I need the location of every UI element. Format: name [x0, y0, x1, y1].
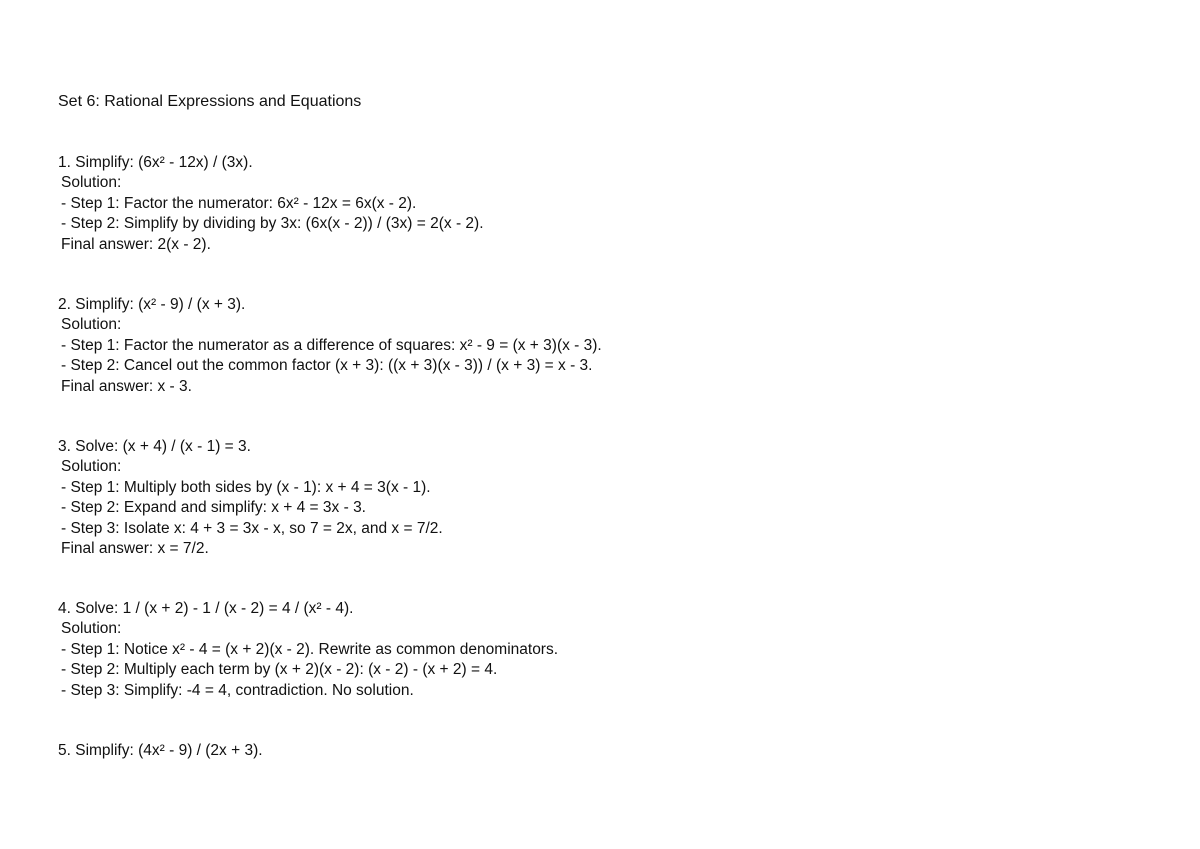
- problem-4: [58, 599, 558, 701]
- problem-4-solution-label: Solution:: [61, 620, 122, 638]
- problem-4-question: 4. Solve: 1 / (x + 2) - 1 / (x - 2) = 4 / (x² - 4).: [58, 600, 354, 617]
- problem-3-question: 3. Solve: (x + 4) / (x - 1) = 3.: [58, 438, 251, 455]
- problem-2: [58, 295, 602, 397]
- problem-1: [58, 153, 484, 255]
- problem-4-step-2: - Step 2: Multiply each term by (x + 2)(x - 2): (x - 2) - (x + 2) = 4.: [61, 661, 498, 679]
- problem-3-final-answer: Final answer: x = 7/2.: [61, 539, 209, 557]
- problem-1-step-2: - Step 2: Simplify by dividing by 3x: (6x(x - 2)) / (3x) = 2(x - 2).: [61, 215, 484, 233]
- problem-2-step-2: - Step 2: Cancel out the common factor (x + 3): ((x + 3)(x - 3)) / (x + 3) = x - 3.: [61, 357, 593, 375]
- problem-1-question: 1. Simplify: (6x² - 12x) / (3x).: [58, 154, 253, 171]
- problem-3-solution-label: Solution:: [61, 458, 122, 476]
- problem-3-step-3: - Step 3: Isolate x: 4 + 3 = 3x - x, so 7 = 2x, and x = 7/2.: [61, 519, 443, 537]
- problem-2-solution-label: Solution:: [61, 316, 122, 334]
- problem-1-final-answer: Final answer: 2(x - 2).: [61, 235, 211, 253]
- problem-3: [58, 437, 443, 559]
- problem-5: [58, 741, 263, 761]
- problem-3-step-1: - Step 1: Multiply both sides by (x - 1): x + 4 = 3(x - 1).: [61, 478, 431, 496]
- problem-5-question: 5. Simplify: (4x² - 9) / (2x + 3).: [58, 742, 263, 759]
- document-title: Set 6: Rational Expressions and Equations: [58, 93, 362, 110]
- problem-1-solution-label: Solution:: [61, 174, 122, 192]
- problem-4-step-3: - Step 3: Simplify: -4 = 4, contradiction. No solution.: [61, 681, 414, 699]
- problem-4-step-1: - Step 1: Notice x² - 4 = (x + 2)(x - 2). Rewrite as common denominators.: [61, 640, 559, 658]
- problem-2-final-answer: Final answer: x - 3.: [61, 377, 192, 395]
- problem-2-step-1: - Step 1: Factor the numerator as a difference of squares: x² - 9 = (x + 3)(x - 3).: [61, 336, 602, 354]
- problem-3-step-2: - Step 2: Expand and simplify: x + 4 = 3x - 3.: [61, 499, 366, 517]
- problem-2-question: 2. Simplify: (x² - 9) / (x + 3).: [58, 296, 246, 313]
- problem-1-step-1: - Step 1: Factor the numerator: 6x² - 12x = 6x(x - 2).: [61, 194, 417, 212]
